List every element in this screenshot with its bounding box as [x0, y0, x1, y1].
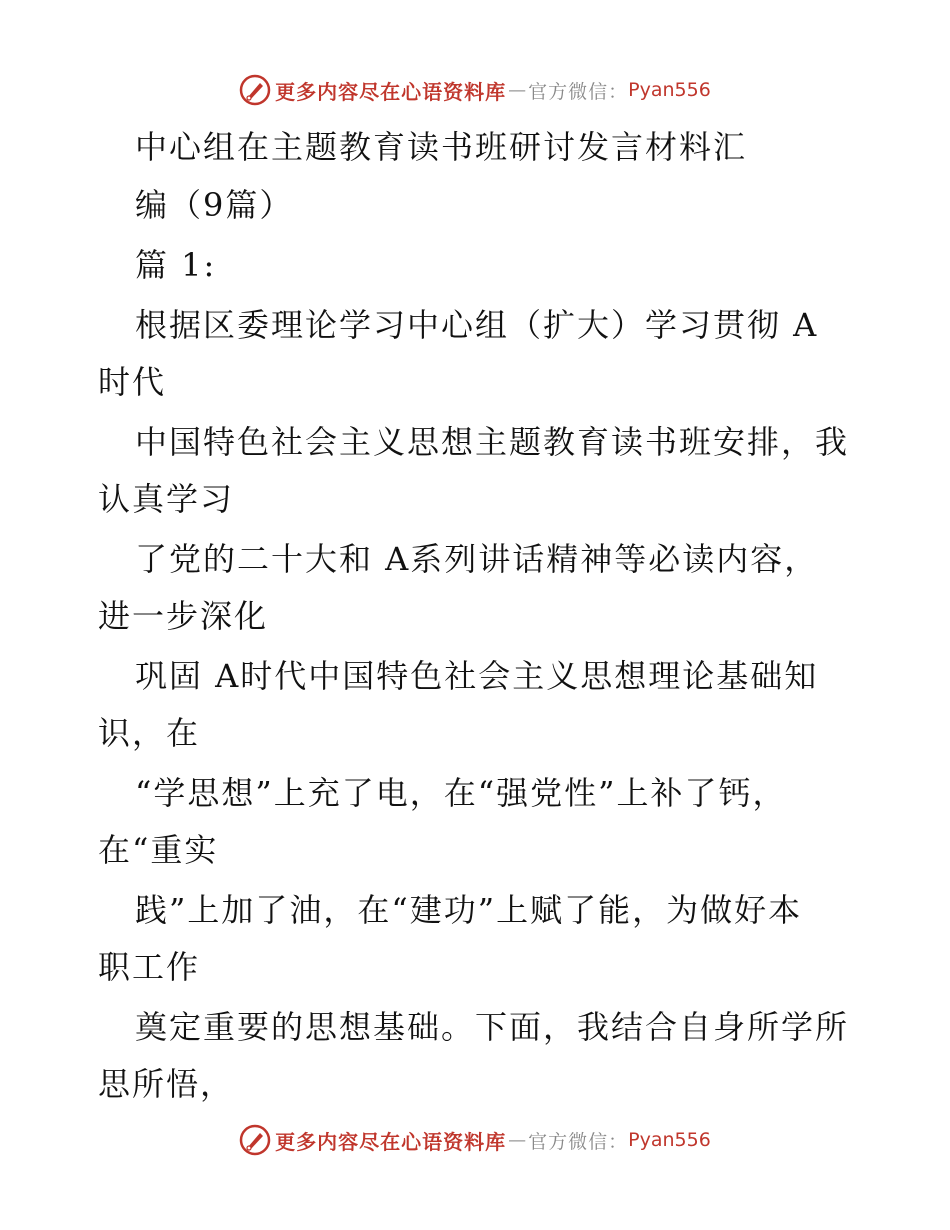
footer-banner — [0, 1120, 950, 1160]
paragraph-line: “学思想”上充了电，在“强党性”上补了钙， — [135, 774, 787, 812]
banner-separator: — — [508, 1129, 527, 1151]
paragraph-line: 巩固 A时代中国特色社会主义思想理论基础知 — [135, 657, 819, 695]
pen-logo-icon — [239, 74, 271, 106]
document-title-line-1: 中心组在主题教育读书班研讨发言材料汇 — [135, 128, 748, 166]
paragraph-line: 践”上加了油，在“建功”上赋了能，为做好本 — [135, 891, 803, 929]
paragraph-line: 思所悟， — [98, 1065, 235, 1103]
paragraph-line: 识，在 — [98, 714, 201, 752]
document-title-line-2: 编（9篇） — [135, 186, 294, 224]
paragraph-line: 在“重实 — [98, 831, 219, 869]
banner-text: 更多内容尽在心语资料库 — [275, 79, 507, 104]
pen-logo-icon — [239, 1124, 271, 1156]
banner-separator: — — [508, 79, 527, 101]
paragraph-line: 中国特色社会主义思想主题教育读书班安排，我 — [135, 423, 850, 461]
section-heading: 篇 1: — [135, 246, 217, 284]
paragraph-line: 进一步深化 — [98, 597, 269, 635]
banner-wechat-id: Pyan556 — [628, 79, 711, 101]
banner-text: 更多内容尽在心语资料库 — [275, 1129, 507, 1154]
paragraph-line: 根据区委理论学习中心组（扩大）学习贯彻 A — [135, 306, 819, 344]
paragraph-line: 奠定重要的思想基础。下面，我结合自身所学所 — [135, 1008, 850, 1046]
banner-wechat-label: 官方微信： — [528, 80, 629, 103]
paragraph-line: 时代 — [98, 363, 167, 401]
paragraph-line: 认真学习 — [98, 480, 235, 518]
paragraph-line: 职工作 — [98, 948, 201, 986]
header-banner — [0, 70, 950, 110]
banner-wechat-label: 官方微信： — [528, 1130, 629, 1153]
banner-wechat-id: Pyan556 — [628, 1129, 711, 1151]
paragraph-line: 了党的二十大和 A系列讲话精神等必读内容， — [135, 540, 819, 578]
